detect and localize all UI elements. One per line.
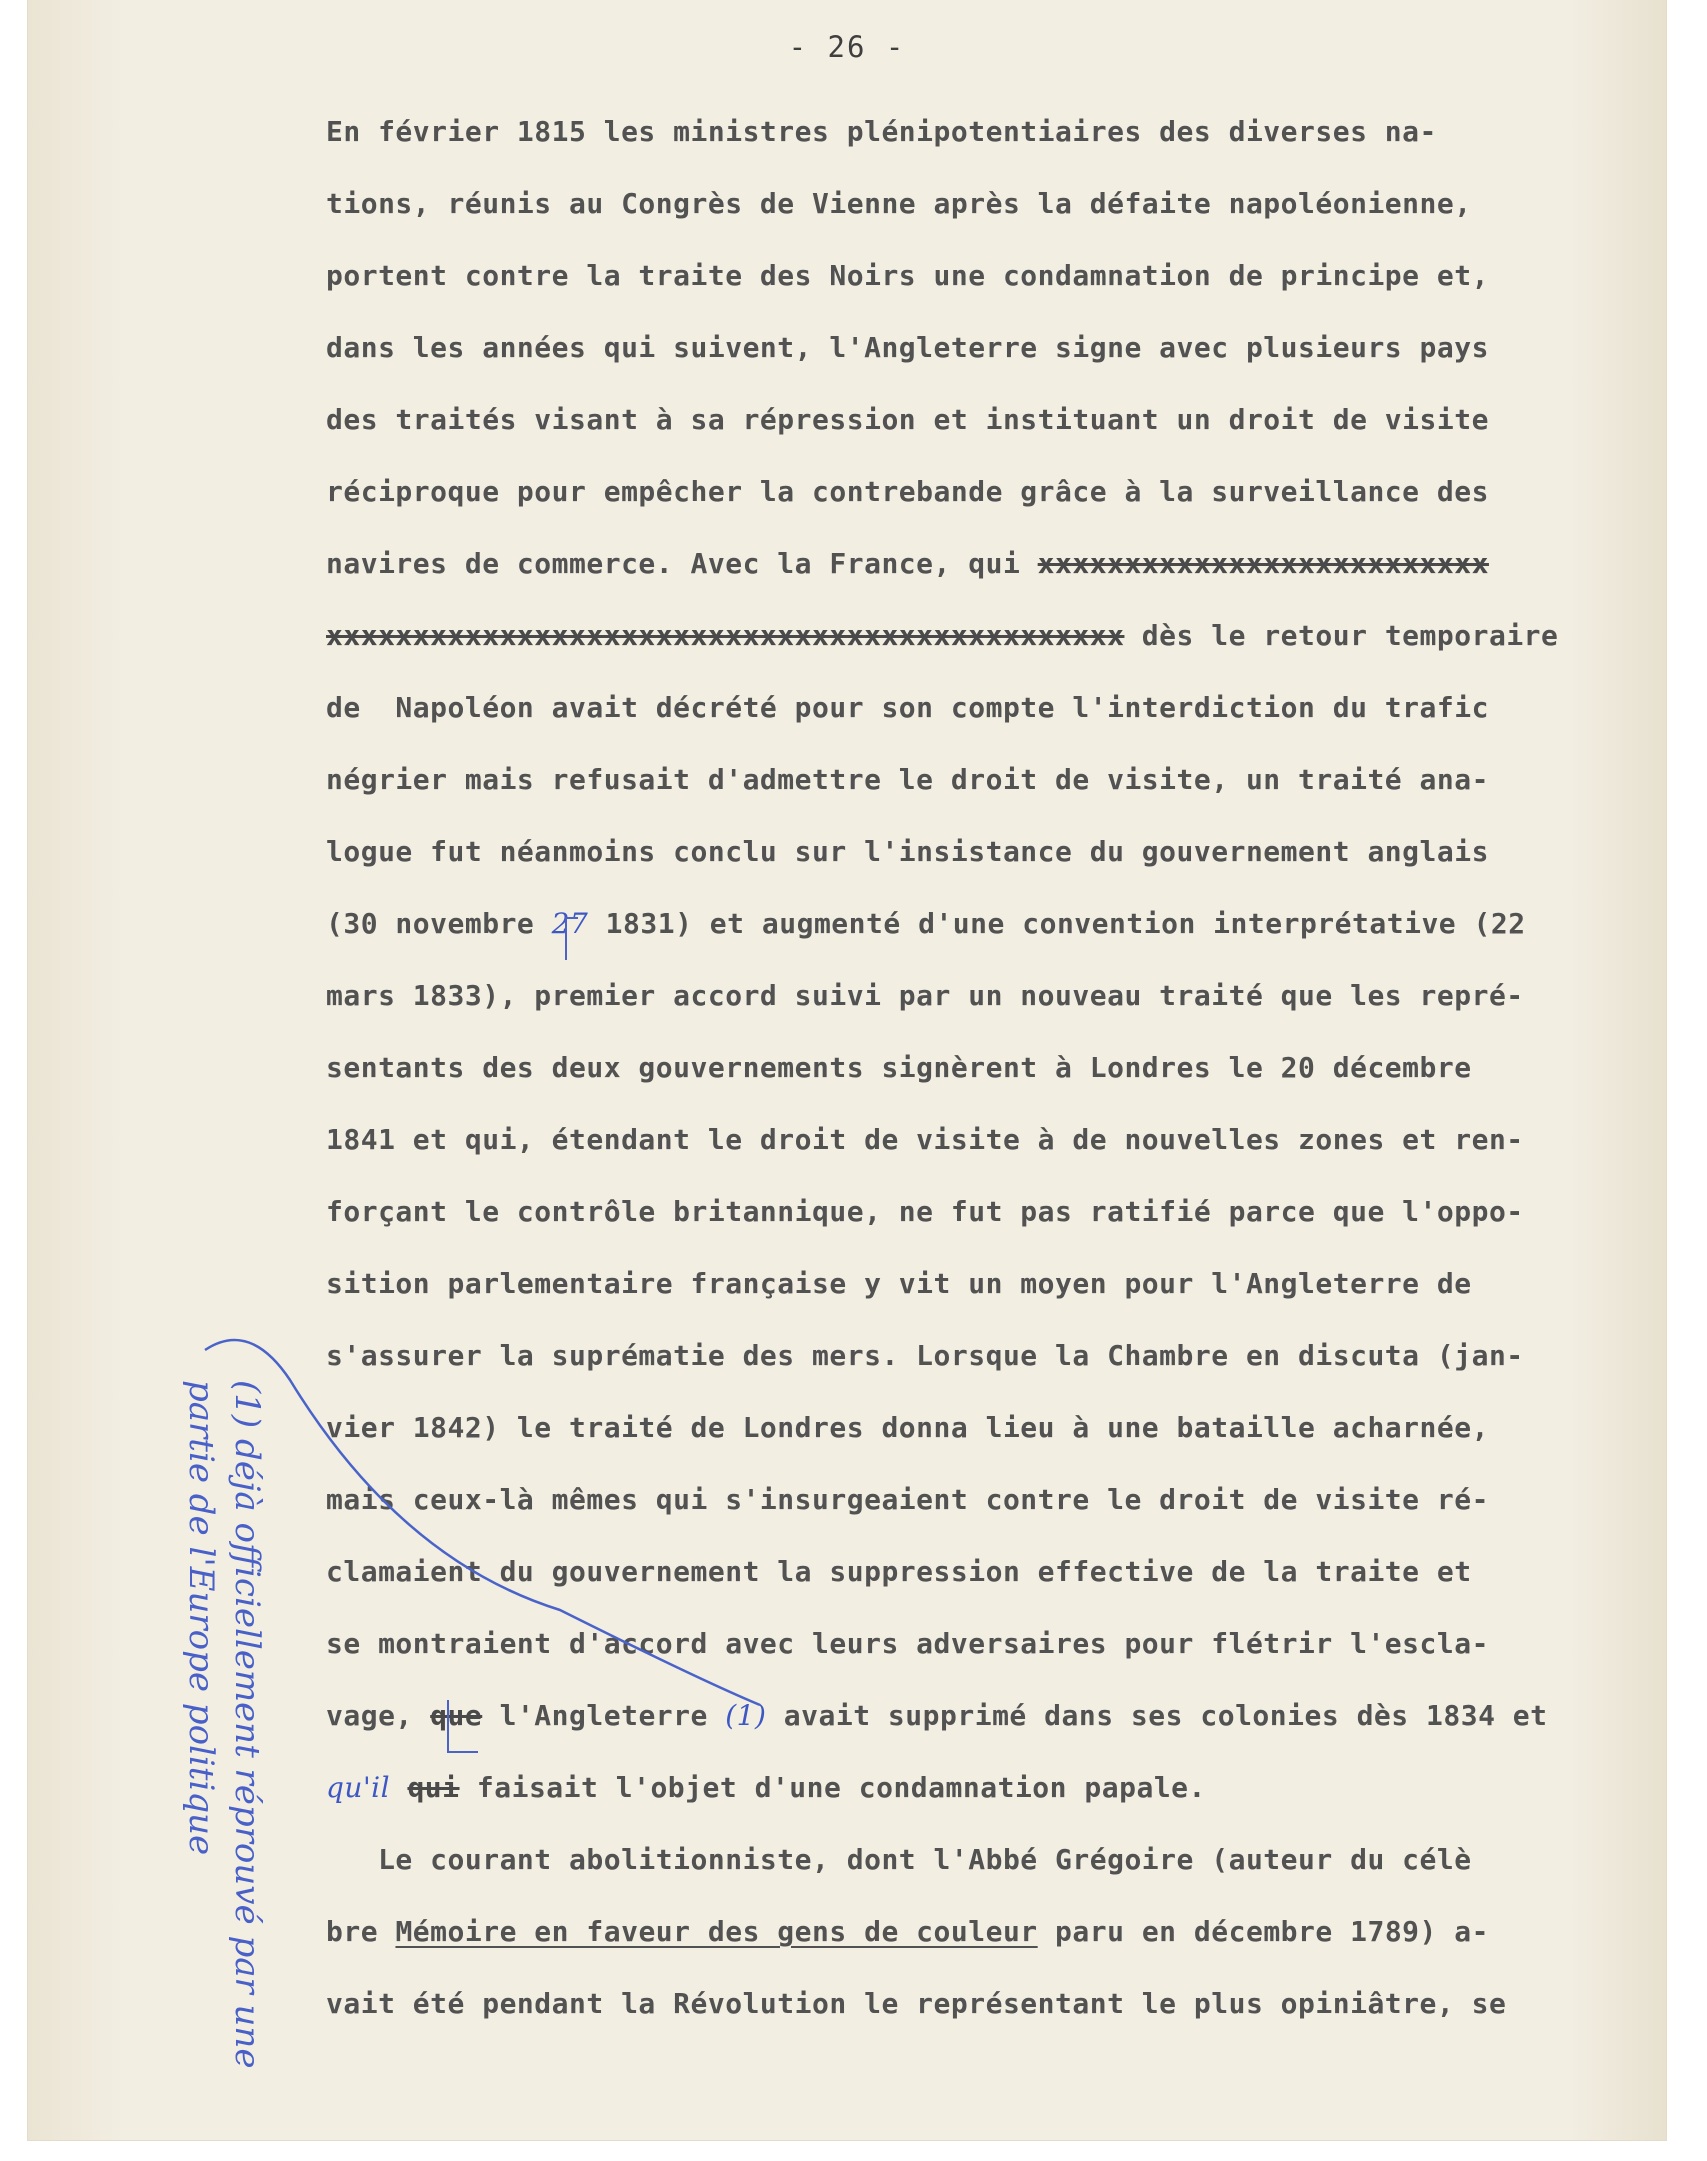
line-segment: dans les années qui suivent, l'Angleterre signe avec plusieurs pays (326, 331, 1489, 364)
text-line (326, 240, 1706, 312)
margin-note-text: (1) déjà officiellement réprouvé par une partie de l'Europe politique (181, 1380, 267, 2069)
text-line (326, 1968, 1706, 2040)
line-segment: logue fut néanmoins conclu sur l'insistance du gouvernement anglais (326, 835, 1489, 868)
line-segment: vait été pendant la Révolution le représentant le plus opiniâtre, se (326, 1987, 1507, 2020)
line-segment: navires de commerce. Avec la France, qui (326, 547, 1038, 580)
text-line (326, 1104, 1706, 1176)
handwritten-insertion: (1) (725, 1699, 767, 1732)
text-line (326, 672, 1706, 744)
text-line (326, 1464, 1706, 1536)
line-segment: mars 1833), premier accord suivi par un nouveau traité que les repré- (326, 979, 1524, 1012)
text-line (326, 1824, 1706, 1896)
line-segment (390, 1771, 407, 1804)
text-line (326, 456, 1706, 528)
text-line (326, 744, 1706, 816)
text-line (326, 1320, 1706, 1392)
text-line (326, 1680, 1706, 1752)
text-line (326, 960, 1706, 1032)
line-segment: sition parlementaire française y vit un moyen pour l'Angleterre de (326, 1267, 1472, 1300)
line-segment: avait supprimé dans ses colonies dès 1834 et (766, 1699, 1548, 1732)
line-segment: s'assurer la suprématie des mers. Lorsque la Chambre en discuta (jan- (326, 1339, 1524, 1372)
line-segment: paru en décembre 1789) a- (1037, 1915, 1489, 1948)
typed-text-body (326, 96, 1706, 2040)
line-segment: faisait l'objet d'une condamnation papale. (459, 1771, 1206, 1804)
line-segment: sentants des deux gouvernements signèrent à Londres le 20 décembre (326, 1051, 1472, 1084)
text-line (326, 816, 1706, 888)
line-segment: vage, (326, 1699, 431, 1732)
text-line (326, 1248, 1706, 1320)
line-segment: (30 novembre (326, 907, 552, 940)
underlined-title: Mémoire en faveur des gens de couleur (395, 1915, 1038, 1948)
text-line (326, 1896, 1706, 1968)
line-segment: 1831) et augmenté d'une convention interprétative (22 (588, 907, 1526, 940)
line-segment: bre (326, 1915, 396, 1948)
line-segment: portent contre la traite des Noirs une condamnation de principe et, (326, 259, 1489, 292)
line-segment: de Napoléon avait décrété pour son compte l'interdiction du trafic (326, 691, 1489, 724)
text-line (326, 1392, 1706, 1464)
line-segment: En février 1815 les ministres plénipotentiaires des diverses na- (326, 115, 1437, 148)
handwritten-insertion: 27 (551, 907, 589, 940)
text-line (326, 96, 1706, 168)
text-line (326, 384, 1706, 456)
handwritten-margin-note (98, 1380, 267, 2140)
line-segment: vier 1842) le traité de Londres donna lieu à une bataille acharnée, (326, 1411, 1489, 1444)
struck-out-text: xxxxxxxxxxxxxxxxxxxxxxxxxxxxxxxxxxxxxxxxxxxxxx (326, 619, 1125, 652)
struck-out-text: que (430, 1699, 483, 1732)
line-segment: des traités visant à sa répression et instituant un droit de visite (326, 403, 1489, 436)
text-line (326, 1536, 1706, 1608)
struck-out-text: qui (407, 1771, 460, 1804)
line-segment: Le courant abolitionniste, dont l'Abbé Grégoire (auteur du célè (326, 1843, 1472, 1876)
text-line (326, 600, 1706, 672)
struck-out-text: xxxxxxxxxxxxxxxxxxxxxxxxxx (1037, 547, 1489, 580)
line-segment: forçant le contrôle britannique, ne fut pas ratifié parce que l'oppo- (326, 1195, 1524, 1228)
line-segment: tions, réunis au Congrès de Vienne après la défaite napoléonienne, (326, 187, 1472, 220)
text-line (326, 528, 1706, 600)
line-segment: négrier mais refusait d'admettre le droit de visite, un traité ana- (326, 763, 1489, 796)
text-line (326, 312, 1706, 384)
text-line (326, 1752, 1706, 1824)
text-line (326, 168, 1706, 240)
text-line (326, 888, 1706, 960)
text-line (326, 1608, 1706, 1680)
line-segment: dès le retour temporaire (1124, 619, 1559, 652)
line-segment: se montraient d'accord avec leurs adversaires pour flétrir l'escla- (326, 1627, 1489, 1660)
handwritten-insertion: qu'il (326, 1771, 391, 1804)
line-segment: l'Angleterre (482, 1699, 726, 1732)
text-line (326, 1032, 1706, 1104)
line-segment: clamaient du gouvernement la suppression effective de la traite et (326, 1555, 1472, 1588)
text-line (326, 1176, 1706, 1248)
document-page (28, 0, 1666, 2140)
line-segment: réciproque pour empêcher la contrebande grâce à la surveillance des (326, 475, 1489, 508)
line-segment: mais ceux-là mêmes qui s'insurgeaient contre le droit de visite ré- (326, 1483, 1489, 1516)
page-number: - 26 - (788, 30, 906, 64)
line-segment: 1841 et qui, étendant le droit de visite à de nouvelles zones et ren- (326, 1123, 1524, 1156)
